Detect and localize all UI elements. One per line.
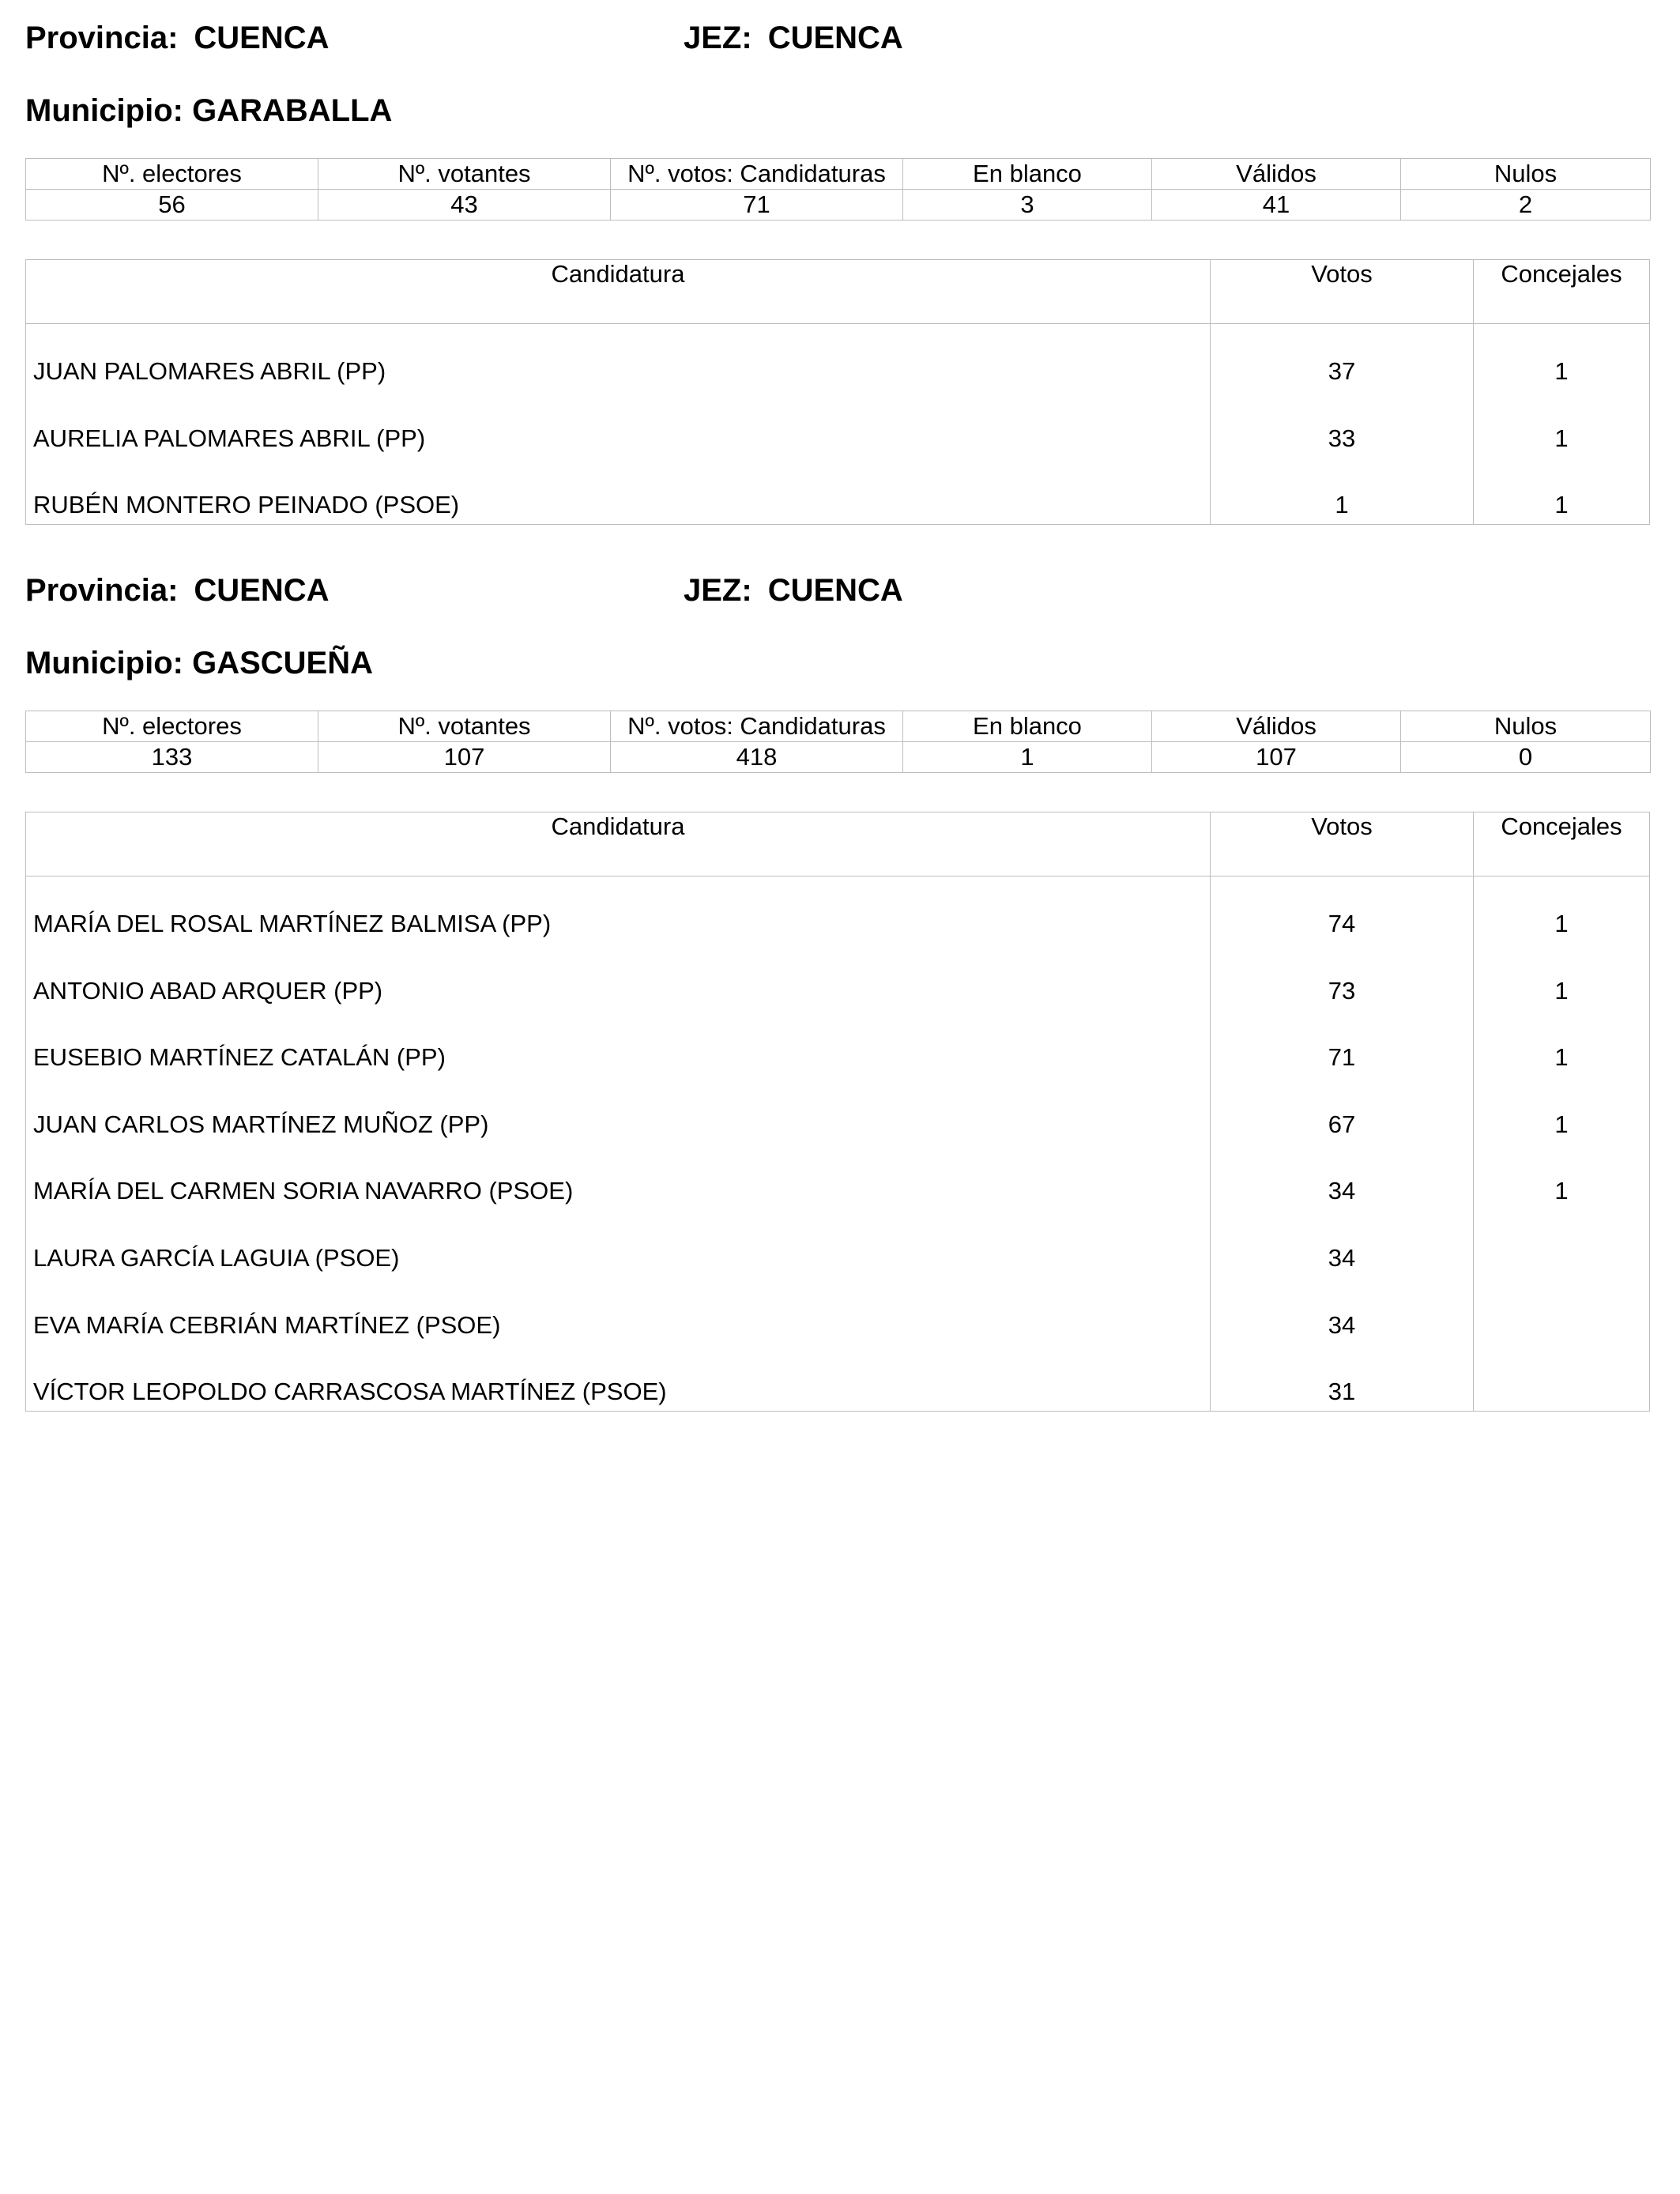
candidate-votos: 34: [1328, 1310, 1356, 1339]
candidate-votos: 74: [1328, 910, 1356, 937]
provincia-label: Provincia:: [25, 573, 179, 608]
summary-header-cell: Nulos: [1401, 711, 1651, 742]
candidate-votos: 34: [1328, 1177, 1356, 1205]
summary-header-cell: Nulos: [1401, 159, 1651, 190]
summary-header-cell: Nº. electores: [26, 159, 318, 190]
candidate-row: [26, 958, 1649, 1025]
candidate-votos: 34: [1328, 1243, 1356, 1272]
candidate-concejales: 1: [1554, 1043, 1569, 1072]
candidate-concejales: [1474, 1292, 1649, 1359]
municipio-label: Municipio:: [25, 93, 183, 128]
candidate-name: JUAN PALOMARES ABRIL (PP): [33, 357, 386, 385]
summary-header-cell: Válidos: [1152, 711, 1401, 742]
summary-header-cell: En blanco: [903, 159, 1152, 190]
votos-header: Votos: [1311, 260, 1373, 288]
provincia-value: CUENCA: [194, 573, 330, 608]
summary-table: [25, 158, 1651, 221]
summary-header-cell: Nº. votos: Candidaturas: [611, 159, 903, 190]
summary-header-cell: Válidos: [1152, 159, 1401, 190]
summary-table: [25, 711, 1651, 773]
jez-label: JEZ:: [684, 21, 752, 55]
candidates-table: [25, 259, 1650, 525]
candidate-votos: 73: [1328, 976, 1356, 1005]
summary-value-row: [26, 742, 1651, 773]
candidate-concejales: 1: [1554, 910, 1569, 937]
candidate-name: EUSEBIO MARTÍNEZ CATALÁN (PP): [33, 1043, 446, 1072]
candidate-name: ANTONIO ABAD ARQUER (PP): [33, 976, 383, 1005]
candidate-concejales: 1: [1554, 1110, 1569, 1138]
candidate-votos: 33: [1328, 424, 1356, 452]
summary-header-row: [26, 159, 1651, 190]
candidate-row: [26, 1091, 1649, 1159]
summary-value-cell: 71: [611, 190, 903, 221]
candidate-row: [26, 1359, 1649, 1426]
summary-value-cell: 41: [1152, 190, 1401, 221]
jez-heading: [684, 22, 903, 54]
candidate-concejales: 1: [1554, 1177, 1569, 1205]
municipio-heading: [25, 647, 373, 679]
candidate-votos: 67: [1328, 1110, 1356, 1138]
provincia-value: CUENCA: [194, 21, 330, 55]
candidate-name: LAURA GARCÍA LAGUIA (PSOE): [33, 1243, 400, 1272]
candidate-name: RUBÉN MONTERO PEINADO (PSOE): [33, 491, 460, 519]
summary-header-cell: Nº. votantes: [318, 711, 611, 742]
jez-value: CUENCA: [767, 573, 903, 608]
candidate-row: [26, 891, 1649, 958]
provincia-heading: [25, 22, 330, 54]
candidate-name: JUAN CARLOS MARTÍNEZ MUÑOZ (PP): [33, 1110, 489, 1138]
candidate-name: MARÍA DEL ROSAL MARTÍNEZ BALMISA (PP): [33, 910, 552, 937]
provincia-heading: [25, 575, 330, 606]
summary-value-cell: 107: [1152, 742, 1401, 773]
summary-value-row: [26, 190, 1651, 221]
municipio-value: GARABALLA: [192, 93, 393, 128]
concejales-header: Concejales: [1501, 260, 1622, 288]
candidate-votos: 31: [1328, 1378, 1356, 1406]
candidate-name: AURELIA PALOMARES ABRIL (PP): [33, 424, 426, 452]
summary-header-cell: Nº. electores: [26, 711, 318, 742]
candidate-votos: 1: [1335, 491, 1349, 519]
candidate-concejales: 1: [1554, 976, 1569, 1005]
candidate-votos: 71: [1328, 1043, 1356, 1072]
candidate-name: EVA MARÍA CEBRIÁN MARTÍNEZ (PSOE): [33, 1310, 501, 1339]
municipio-heading: [25, 95, 392, 126]
concejales-header: Concejales: [1501, 812, 1622, 840]
summary-header-cell: Nº. votantes: [318, 159, 611, 190]
candidate-votos: 37: [1328, 357, 1356, 385]
municipio-value: GASCUEÑA: [192, 646, 373, 680]
candidatura-header: Candidatura: [551, 260, 685, 288]
candidatura-header: Candidatura: [551, 812, 685, 840]
summary-value-cell: 0: [1401, 742, 1651, 773]
municipio-label: Municipio:: [25, 646, 183, 680]
candidate-concejales: 1: [1554, 357, 1569, 385]
summary-value-cell: 133: [26, 742, 318, 773]
candidate-row: [26, 1024, 1649, 1091]
votos-header: Votos: [1311, 812, 1373, 840]
jez-value: CUENCA: [767, 21, 903, 55]
candidate-row: [26, 338, 1649, 405]
candidate-concejales: [1474, 1359, 1649, 1426]
summary-value-cell: 2: [1401, 190, 1651, 221]
candidates-header-row: [26, 260, 1649, 324]
summary-header-cell: En blanco: [903, 711, 1152, 742]
jez-label: JEZ:: [684, 573, 752, 608]
candidate-row: [26, 1225, 1649, 1292]
candidates-table: [25, 812, 1650, 1412]
candidate-name: MARÍA DEL CARMEN SORIA NAVARRO (PSOE): [33, 1177, 574, 1205]
summary-header-row: [26, 711, 1651, 742]
summary-header-cell: Nº. votos: Candidaturas: [611, 711, 903, 742]
candidates-header-row: [26, 812, 1649, 876]
summary-value-cell: 1: [903, 742, 1152, 773]
summary-value-cell: 418: [611, 742, 903, 773]
summary-value-cell: 107: [318, 742, 611, 773]
provincia-label: Provincia:: [25, 21, 179, 55]
candidate-row: [26, 472, 1649, 539]
summary-value-cell: 43: [318, 190, 611, 221]
summary-value-cell: 56: [26, 190, 318, 221]
candidate-concejales: [1474, 1225, 1649, 1292]
candidate-row: [26, 405, 1649, 473]
candidate-row: [26, 1158, 1649, 1225]
jez-heading: [684, 575, 903, 606]
summary-value-cell: 3: [903, 190, 1152, 221]
candidate-name: VÍCTOR LEOPOLDO CARRASCOSA MARTÍNEZ (PSOE): [33, 1378, 667, 1406]
candidate-concejales: 1: [1554, 491, 1569, 519]
candidate-row: [26, 1292, 1649, 1359]
candidate-concejales: 1: [1554, 424, 1569, 452]
